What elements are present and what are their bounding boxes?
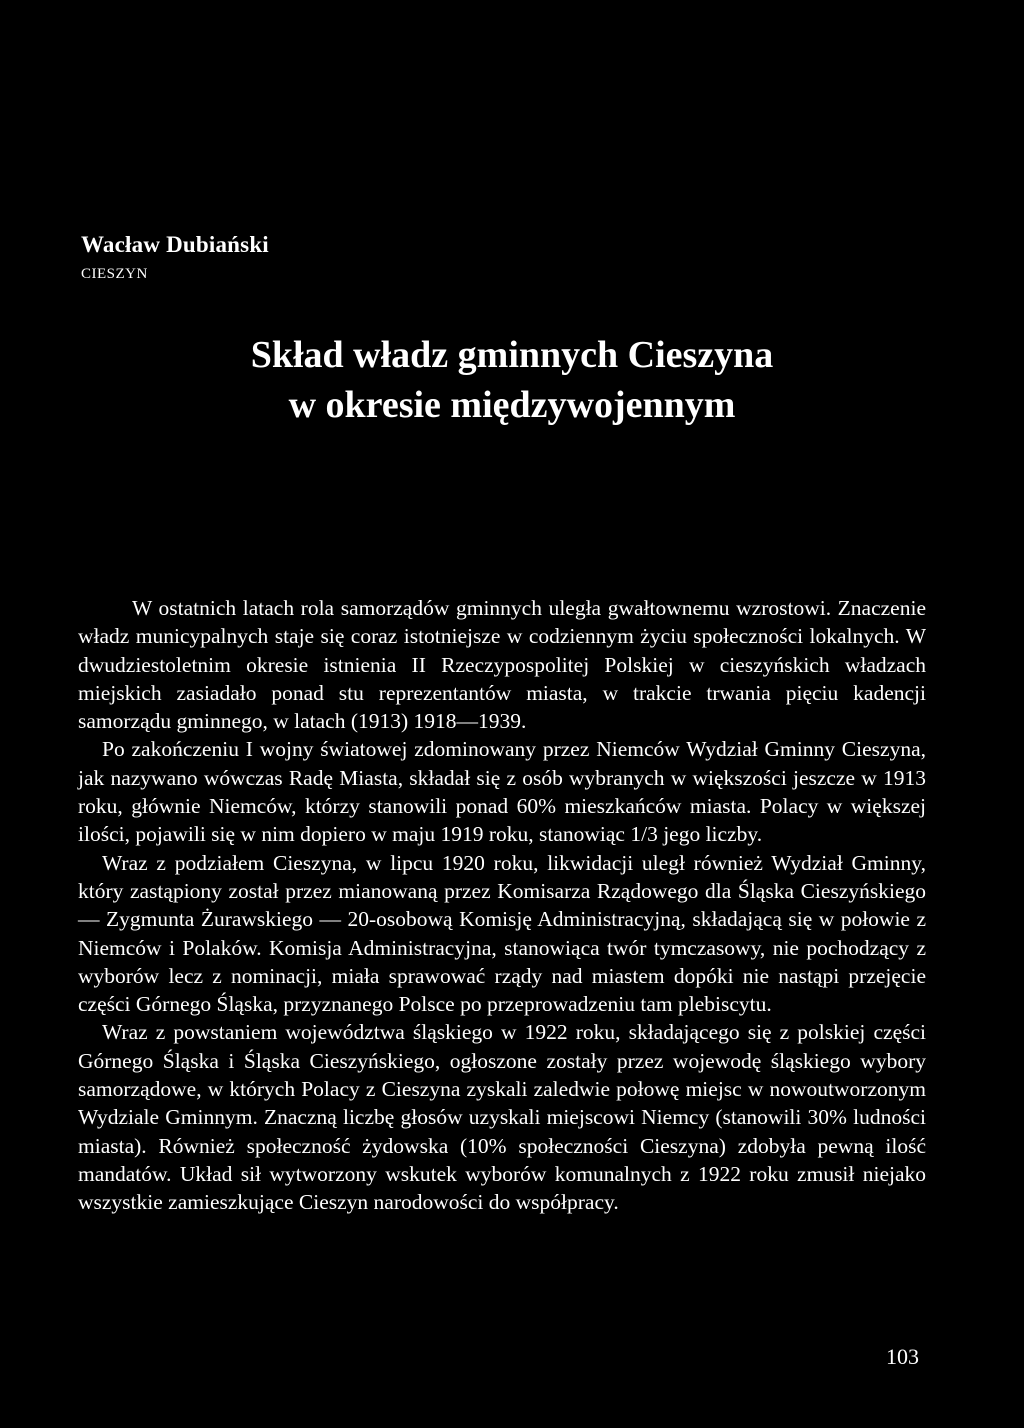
article-title [0,330,1024,430]
title-line-2: w okresie międzywojennym [288,384,736,426]
article-body [78,594,926,1217]
title-line-1: Skład władz gminnych Cieszyna [250,334,774,376]
page-number: 103 [886,1344,919,1369]
author-name: Wacław Dubiański [81,232,269,257]
paragraph: W ostatnich latach rola samorządów gminnych uległa gwałtownemu wzrostowi. Znaczenie władz municypalnych staje się coraz istotniejsze w codziennym życiu społeczności lokalnych. W dwudziestoletnim okresie istnienia II Rzeczypospolitej Polskiej w cieszyńskich władzach miejskich zasiadało ponad stu reprezentantów miasta, w trakcie trwania pięciu kadencji samorządu gminnego, w latach (1913) 1918—1939. [78,596,926,734]
paragraph: Wraz z powstaniem województwa śląskiego w 1922 roku, składającego się z polskiej części Górnego Śląska i Śląska Cieszyńskiego, ogłoszone zostały przez wojewodę śląskiego wybory samorządowe, w których Polacy z Cieszyna zyskali zaledwie połowę miejsc w nowoutworzonym Wydziale Gminnym. Znaczną liczbę głosów uzyskali miejscowi Niemcy (stanowili 30% ludności miasta). Również społeczność żydowska (10% społeczności Cieszyna) zdobyła pewną ilość mandatów. Układ sił wytworzony wskutek wyborów komunalnych z 1922 roku zmusił niejako wszystkie zamieszkujące Cieszyn narodowości do współpracy. [78,1020,926,1215]
paragraph: Po zakończeniu I wojny światowej zdominowany przez Niemców Wydział Gminny Cieszyna, jak nazywano wówczas Radę Miasta, składał się z osób wybranych w większości jeszcze w 1913 roku, głównie Niemców, którzy stanowili ponad 60% mieszkańców miasta. Polacy w większej ilości, pojawili się w nim dopiero w maju 1919 roku, stanowiąc 1/3 jego liczby. [78,737,926,847]
paragraph: Wraz z podziałem Cieszyna, w lipcu 1920 roku, likwidacji uległ również Wydział Gminny, który zastąpiony został przez mianowaną przez Komisarza Rządowego dla Śląska Cieszyńskiego — Zygmunta Żurawskiego — 20-osobową Komisję Administracyjną, składającą się w połowie z Niemców i Polaków. Komisja Administracyjna, stanowiąca twór tymczasowy, nie pochodzący z wyborów lecz z nominacji, miała sprawować rządy nad miastem dopóki nie nastąpi przejęcie części Górnego Śląska, przyznanego Polsce po przeprowadzeniu tam plebiscytu. [78,850,926,1017]
author-affiliation: CIESZYN [81,266,148,282]
